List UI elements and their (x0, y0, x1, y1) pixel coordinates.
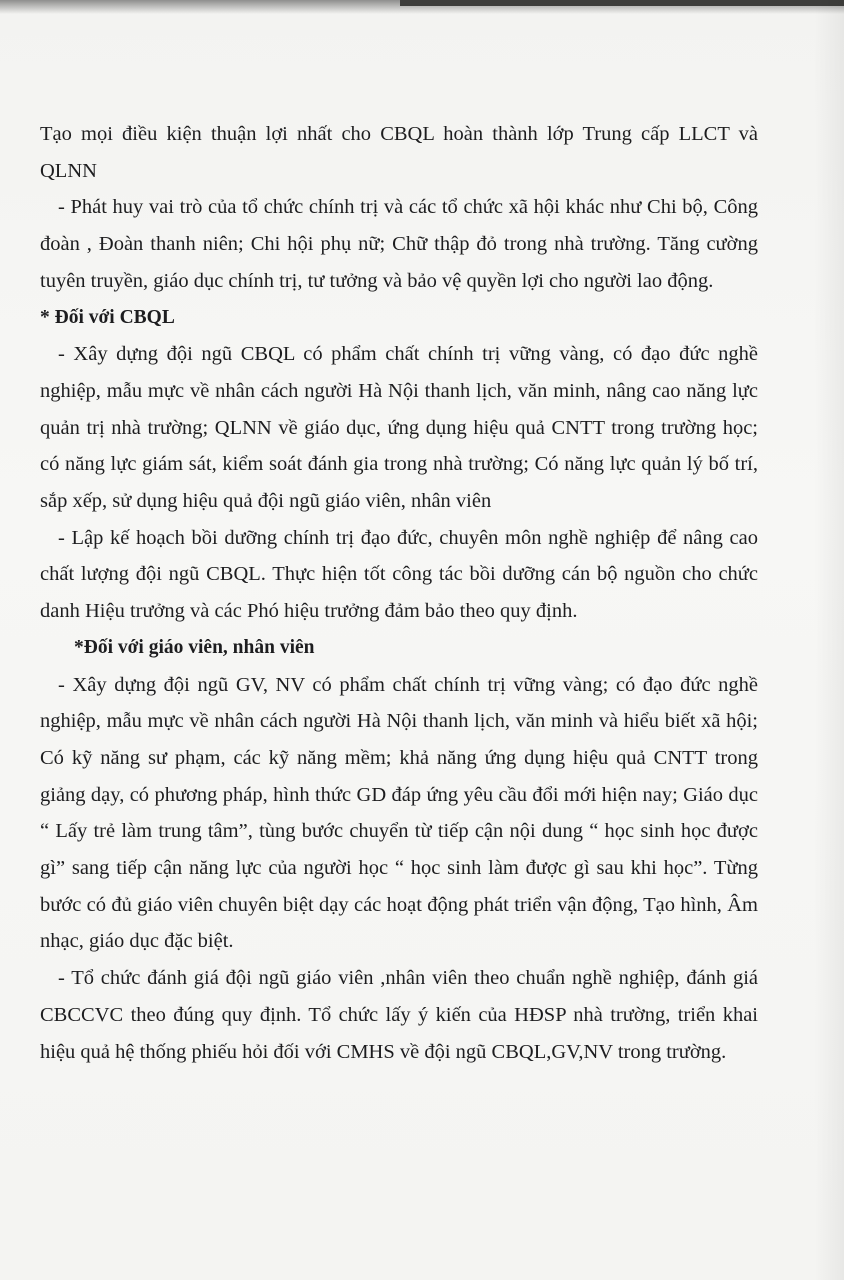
heading-teachers-staff: *Đối với giáo viên, nhân viên (74, 636, 315, 658)
page-top-edge (400, 0, 844, 6)
paragraph-teachers-build: - Xây dựng đội ngũ GV, NV có phẩm chất chính trị vững vàng; có đạo đức nghề nghiệp, mẫu mực về nhân cách người Hà Nội thanh lịch, văn minh và hiểu biết xã hội; Có kỹ năng sư phạm, các kỹ năng mềm; khả năng ứng dụng hiệu quả CNTT trong giảng dạy, có phương pháp, hình thức GD đáp ứng yêu cầu đổi mới hiện nay; Giáo dục “ Lấy trẻ làm trung tâm”, tùng bước chuyển từ tiếp cận nội dung “ học sinh học được gì” sang tiếp cận năng lực của người học “ học sinh làm được gì sau khi học”. Từng bước có đủ giáo viên chuyên biệt dạy các hoạt động phát triển vận động, Tạo hình, Âm nhạc, giáo dục đặc biệt. (40, 673, 758, 953)
paragraph-teachers-evaluate: - Tổ chức đánh giá đội ngũ giáo viên ,nhân viên theo chuẩn nghề nghiệp, đánh giá CBCCVC theo đúng quy định. Tổ chức lấy ý kiến của HĐSP nhà trường, triển khai hiệu quả hệ thống phiếu hỏi đối với CMHS về đội ngũ CBQL,GV,NV trong trường. (40, 967, 758, 1063)
heading-cbql: * Đối với CBQL (40, 306, 175, 328)
paragraph-political-organizations: - Phát huy vai trò của tổ chức chính trị và các tổ chức xã hội khác như Chi bộ, Công đoàn , Đoàn thanh niên; Chi hội phụ nữ; Chữ thập đỏ trong nhà trường. Tăng cường tuyên truyền, giáo dục chính trị, tư tưởng và bảo vệ quyền lợi cho người lao động. (40, 196, 758, 292)
page-right-shade (814, 0, 844, 1280)
document-body (40, 116, 758, 1070)
paragraph-cbql-build: - Xây dựng đội ngũ CBQL có phẩm chất chính trị vững vàng, có đạo đức nghề nghiệp, mẫu mực về nhân cách người Hà Nội thanh lịch, văn minh, nâng cao năng lực quản trị nhà trường; QLNN về giáo dục, ứng dụng hiệu quả CNTT trong trường học; có năng lực giám sát, kiểm soát đánh gia trong nhà trường; Có năng lực quản lý bố trí, sắp xếp, sử dụng hiệu quả đội ngũ giáo viên, nhân viên (40, 343, 758, 513)
paragraph-cbql-plan: - Lập kế hoạch bồi dưỡng chính trị đạo đức, chuyên môn nghề nghiệp để nâng cao chất lượng đội ngũ CBQL. Thực hiện tốt công tác bồi dưỡng cán bộ nguồn cho chức danh Hiệu trưởng và các Phó hiệu trưởng đảm bảo theo quy định. (40, 526, 758, 623)
paragraph-conditions: Tạo mọi điều kiện thuận lợi nhất cho CBQL hoàn thành lớp Trung cấp LLCT và QLNN (40, 123, 758, 182)
